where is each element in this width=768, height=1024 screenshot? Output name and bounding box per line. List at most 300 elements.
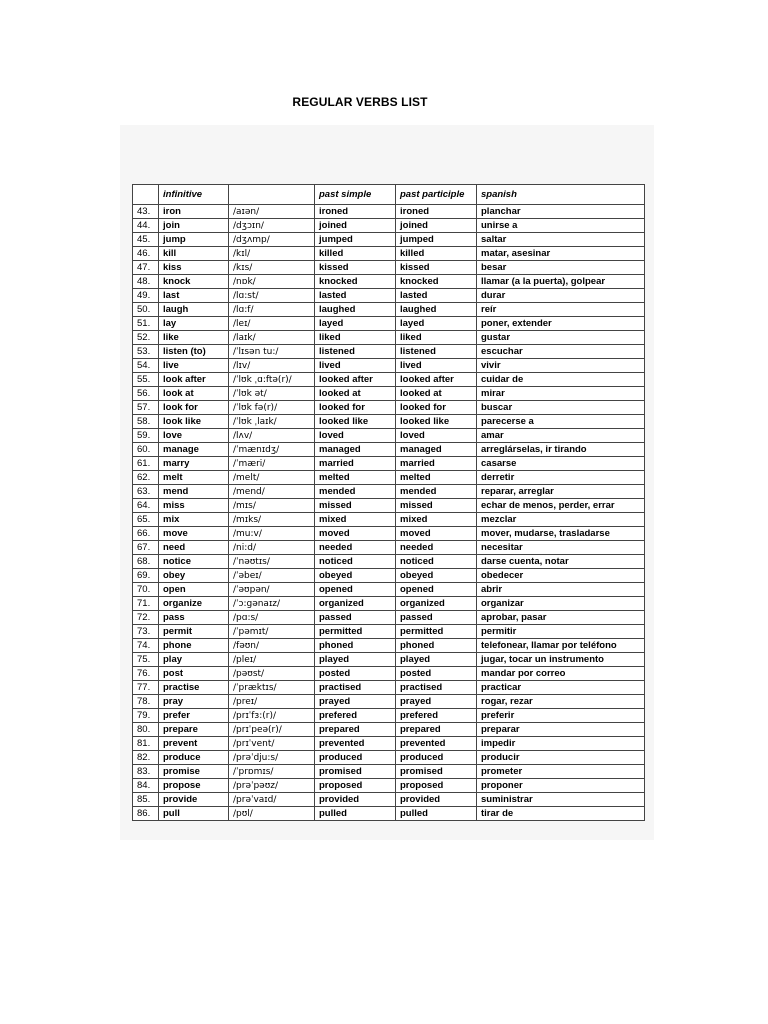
spanish-cell: prometer (477, 765, 645, 779)
past-participle-cell: lived (396, 359, 477, 373)
spanish-cell: gustar (477, 331, 645, 345)
pronunciation-cell: /ˈɔ:gənaɪz/ (229, 597, 315, 611)
table-row (133, 653, 645, 667)
past-simple-cell: jumped (315, 233, 396, 247)
past-simple-cell: melted (315, 471, 396, 485)
infinitive-cell: laugh (159, 303, 229, 317)
row-number: 82. (133, 751, 159, 765)
table-header-row (133, 185, 645, 205)
spanish-cell: producir (477, 751, 645, 765)
spanish-cell: reír (477, 303, 645, 317)
pronunciation-cell: /dʒɔɪn/ (229, 219, 315, 233)
pronunciation-cell: /lʌv/ (229, 429, 315, 443)
table-row (133, 303, 645, 317)
page-title: REGULAR VERBS LIST (292, 95, 428, 109)
infinitive-cell: move (159, 527, 229, 541)
past-participle-cell: mended (396, 485, 477, 499)
pronunciation-cell: /prɪˈvent/ (229, 737, 315, 751)
pronunciation-cell: /ˈmænɪdʒ/ (229, 443, 315, 457)
header-infinitive: infinitive (159, 185, 229, 205)
past-participle-cell: prepared (396, 723, 477, 737)
infinitive-cell: knock (159, 275, 229, 289)
infinitive-cell: mend (159, 485, 229, 499)
spanish-cell: unirse a (477, 219, 645, 233)
infinitive-cell: organize (159, 597, 229, 611)
pronunciation-cell: /prəˈpəʊz/ (229, 779, 315, 793)
infinitive-cell: prepare (159, 723, 229, 737)
pronunciation-cell: /pəʊst/ (229, 667, 315, 681)
past-simple-cell: mended (315, 485, 396, 499)
row-number: 60. (133, 443, 159, 457)
table-row (133, 233, 645, 247)
infinitive-cell: need (159, 541, 229, 555)
pronunciation-cell: /ˈlʊk fə(r)/ (229, 401, 315, 415)
past-participle-cell: organized (396, 597, 477, 611)
table-row (133, 499, 645, 513)
past-participle-cell: looked like (396, 415, 477, 429)
row-number: 59. (133, 429, 159, 443)
table-row (133, 387, 645, 401)
infinitive-cell: iron (159, 205, 229, 219)
table-row (133, 765, 645, 779)
table-row (133, 289, 645, 303)
pronunciation-cell: /ˈpəmɪt/ (229, 625, 315, 639)
row-number: 75. (133, 653, 159, 667)
infinitive-cell: propose (159, 779, 229, 793)
infinitive-cell: pass (159, 611, 229, 625)
table-row (133, 779, 645, 793)
past-simple-cell: missed (315, 499, 396, 513)
infinitive-cell: open (159, 583, 229, 597)
row-number: 50. (133, 303, 159, 317)
infinitive-cell: last (159, 289, 229, 303)
pronunciation-cell: /lɪv/ (229, 359, 315, 373)
spanish-cell: proponer (477, 779, 645, 793)
past-simple-cell: needed (315, 541, 396, 555)
infinitive-cell: manage (159, 443, 229, 457)
spanish-cell: cuidar de (477, 373, 645, 387)
table-row (133, 639, 645, 653)
past-simple-cell: opened (315, 583, 396, 597)
past-simple-cell: lasted (315, 289, 396, 303)
table-row (133, 695, 645, 709)
spanish-cell: mandar por correo (477, 667, 645, 681)
table-row (133, 541, 645, 555)
past-participle-cell: moved (396, 527, 477, 541)
row-number: 46. (133, 247, 159, 261)
infinitive-cell: miss (159, 499, 229, 513)
table-row (133, 723, 645, 737)
infinitive-cell: look for (159, 401, 229, 415)
infinitive-cell: like (159, 331, 229, 345)
infinitive-cell: permit (159, 625, 229, 639)
spanish-cell: permitir (477, 625, 645, 639)
spanish-cell: impedir (477, 737, 645, 751)
pronunciation-cell: /pʊl/ (229, 807, 315, 821)
past-participle-cell: played (396, 653, 477, 667)
header-pronunciation (229, 185, 315, 205)
pronunciation-cell: /ˈpræktɪs/ (229, 681, 315, 695)
spanish-cell: casarse (477, 457, 645, 471)
infinitive-cell: love (159, 429, 229, 443)
infinitive-cell: provide (159, 793, 229, 807)
row-number: 74. (133, 639, 159, 653)
infinitive-cell: produce (159, 751, 229, 765)
spanish-cell: vivir (477, 359, 645, 373)
past-simple-cell: prevented (315, 737, 396, 751)
past-participle-cell: prayed (396, 695, 477, 709)
table-row (133, 331, 645, 345)
table-row (133, 219, 645, 233)
table-row (133, 555, 645, 569)
infinitive-cell: phone (159, 639, 229, 653)
past-participle-cell: opened (396, 583, 477, 597)
infinitive-cell: prevent (159, 737, 229, 751)
past-simple-cell: knocked (315, 275, 396, 289)
pronunciation-cell: /ˈlɪsən tu:/ (229, 345, 315, 359)
past-simple-cell: managed (315, 443, 396, 457)
spanish-cell: practicar (477, 681, 645, 695)
past-participle-cell: looked for (396, 401, 477, 415)
past-simple-cell: joined (315, 219, 396, 233)
pronunciation-cell: /ˈəʊpən/ (229, 583, 315, 597)
past-participle-cell: melted (396, 471, 477, 485)
past-participle-cell: jumped (396, 233, 477, 247)
table-row (133, 681, 645, 695)
header-past-simple: past simple (315, 185, 396, 205)
spanish-cell: besar (477, 261, 645, 275)
infinitive-cell: look like (159, 415, 229, 429)
past-simple-cell: looked for (315, 401, 396, 415)
pronunciation-cell: /lɑ:st/ (229, 289, 315, 303)
infinitive-cell: pull (159, 807, 229, 821)
infinitive-cell: obey (159, 569, 229, 583)
spanish-cell: preferir (477, 709, 645, 723)
spanish-cell: mover, mudarse, trasladarse (477, 527, 645, 541)
row-number: 54. (133, 359, 159, 373)
past-simple-cell: layed (315, 317, 396, 331)
spanish-cell: echar de menos, perder, errar (477, 499, 645, 513)
table-row (133, 429, 645, 443)
pronunciation-cell: /kɪs/ (229, 261, 315, 275)
past-participle-cell: laughed (396, 303, 477, 317)
table-row (133, 247, 645, 261)
infinitive-cell: pray (159, 695, 229, 709)
header-past-participle: past participle (396, 185, 477, 205)
table-row (133, 471, 645, 485)
past-participle-cell: knocked (396, 275, 477, 289)
row-number: 81. (133, 737, 159, 751)
table-row (133, 317, 645, 331)
table-row (133, 625, 645, 639)
past-participle-cell: joined (396, 219, 477, 233)
row-number: 83. (133, 765, 159, 779)
spanish-cell: abrir (477, 583, 645, 597)
spanish-cell: obedecer (477, 569, 645, 583)
past-participle-cell: killed (396, 247, 477, 261)
spanish-cell: matar, asesinar (477, 247, 645, 261)
spanish-cell: parecerse a (477, 415, 645, 429)
past-participle-cell: proposed (396, 779, 477, 793)
row-number: 49. (133, 289, 159, 303)
row-number: 70. (133, 583, 159, 597)
past-simple-cell: promised (315, 765, 396, 779)
pronunciation-cell: /kɪl/ (229, 247, 315, 261)
pronunciation-cell: /nɒk/ (229, 275, 315, 289)
past-participle-cell: noticed (396, 555, 477, 569)
past-simple-cell: liked (315, 331, 396, 345)
table-row (133, 373, 645, 387)
infinitive-cell: jump (159, 233, 229, 247)
pronunciation-cell: /fəʊn/ (229, 639, 315, 653)
row-number: 43. (133, 205, 159, 219)
spanish-cell: darse cuenta, notar (477, 555, 645, 569)
past-simple-cell: lived (315, 359, 396, 373)
pronunciation-cell: /dʒʌmp/ (229, 233, 315, 247)
row-number: 72. (133, 611, 159, 625)
past-participle-cell: managed (396, 443, 477, 457)
verbs-table (132, 184, 645, 821)
past-participle-cell: prevented (396, 737, 477, 751)
past-simple-cell: practised (315, 681, 396, 695)
past-simple-cell: posted (315, 667, 396, 681)
row-number: 76. (133, 667, 159, 681)
pronunciation-cell: /melt/ (229, 471, 315, 485)
table-row (133, 261, 645, 275)
spanish-cell: telefonear, llamar por teléfono (477, 639, 645, 653)
spanish-cell: planchar (477, 205, 645, 219)
infinitive-cell: melt (159, 471, 229, 485)
row-number: 66. (133, 527, 159, 541)
pronunciation-cell: /pleɪ/ (229, 653, 315, 667)
past-participle-cell: needed (396, 541, 477, 555)
past-participle-cell: looked at (396, 387, 477, 401)
table-row (133, 527, 645, 541)
row-number: 55. (133, 373, 159, 387)
pronunciation-cell: /prɪˈfɜ:(r)/ (229, 709, 315, 723)
past-simple-cell: played (315, 653, 396, 667)
pronunciation-cell: /pɑ:s/ (229, 611, 315, 625)
infinitive-cell: post (159, 667, 229, 681)
row-number: 64. (133, 499, 159, 513)
pronunciation-cell: /ˈlʊk ət/ (229, 387, 315, 401)
header-spanish: spanish (477, 185, 645, 205)
row-number: 78. (133, 695, 159, 709)
past-participle-cell: layed (396, 317, 477, 331)
row-number: 57. (133, 401, 159, 415)
spanish-cell: suministrar (477, 793, 645, 807)
row-number: 73. (133, 625, 159, 639)
row-number: 69. (133, 569, 159, 583)
row-number: 84. (133, 779, 159, 793)
row-number: 52. (133, 331, 159, 345)
pronunciation-cell: /lɑ:f/ (229, 303, 315, 317)
row-number: 61. (133, 457, 159, 471)
row-number: 53. (133, 345, 159, 359)
past-participle-cell: permitted (396, 625, 477, 639)
spanish-cell: mezclar (477, 513, 645, 527)
pronunciation-cell: /prɪˈpeə(r)/ (229, 723, 315, 737)
infinitive-cell: kiss (159, 261, 229, 275)
spanish-cell: llamar (a la puerta), golpear (477, 275, 645, 289)
table-row (133, 443, 645, 457)
past-simple-cell: kissed (315, 261, 396, 275)
spanish-cell: escuchar (477, 345, 645, 359)
table-row (133, 597, 645, 611)
pronunciation-cell: /mɪs/ (229, 499, 315, 513)
spanish-cell: derretir (477, 471, 645, 485)
pronunciation-cell: /leɪ/ (229, 317, 315, 331)
pronunciation-cell: /mu:v/ (229, 527, 315, 541)
pronunciation-cell: /preɪ/ (229, 695, 315, 709)
spanish-cell: tirar de (477, 807, 645, 821)
table-row (133, 569, 645, 583)
spanish-cell: saltar (477, 233, 645, 247)
infinitive-cell: lay (159, 317, 229, 331)
past-participle-cell: married (396, 457, 477, 471)
table-row (133, 359, 645, 373)
table-row (133, 345, 645, 359)
row-number: 65. (133, 513, 159, 527)
table-row (133, 513, 645, 527)
infinitive-cell: live (159, 359, 229, 373)
row-number: 77. (133, 681, 159, 695)
pronunciation-cell: /ni:d/ (229, 541, 315, 555)
past-simple-cell: laughed (315, 303, 396, 317)
past-simple-cell: looked after (315, 373, 396, 387)
past-participle-cell: posted (396, 667, 477, 681)
table-row (133, 415, 645, 429)
pronunciation-cell: /ˈnəʊtɪs/ (229, 555, 315, 569)
pronunciation-cell: /mɪks/ (229, 513, 315, 527)
past-simple-cell: permitted (315, 625, 396, 639)
table-row (133, 709, 645, 723)
infinitive-cell: kill (159, 247, 229, 261)
past-simple-cell: looked at (315, 387, 396, 401)
pronunciation-cell: /ˈmæri/ (229, 457, 315, 471)
row-number: 80. (133, 723, 159, 737)
spanish-cell: necesitar (477, 541, 645, 555)
spanish-cell: organizar (477, 597, 645, 611)
past-participle-cell: listened (396, 345, 477, 359)
past-participle-cell: prefered (396, 709, 477, 723)
past-participle-cell: produced (396, 751, 477, 765)
past-participle-cell: promised (396, 765, 477, 779)
pronunciation-cell: /laɪk/ (229, 331, 315, 345)
past-simple-cell: married (315, 457, 396, 471)
past-participle-cell: passed (396, 611, 477, 625)
past-simple-cell: prefered (315, 709, 396, 723)
table-row (133, 667, 645, 681)
infinitive-cell: look after (159, 373, 229, 387)
spanish-cell: buscar (477, 401, 645, 415)
row-number: 47. (133, 261, 159, 275)
table-row (133, 485, 645, 499)
past-participle-cell: pulled (396, 807, 477, 821)
past-participle-cell: liked (396, 331, 477, 345)
row-number: 86. (133, 807, 159, 821)
spanish-cell: reparar, arreglar (477, 485, 645, 499)
row-number: 48. (133, 275, 159, 289)
past-simple-cell: moved (315, 527, 396, 541)
past-simple-cell: ironed (315, 205, 396, 219)
past-simple-cell: provided (315, 793, 396, 807)
infinitive-cell: promise (159, 765, 229, 779)
infinitive-cell: look at (159, 387, 229, 401)
table-row (133, 457, 645, 471)
row-number: 45. (133, 233, 159, 247)
spanish-cell: aprobar, pasar (477, 611, 645, 625)
past-simple-cell: mixed (315, 513, 396, 527)
infinitive-cell: notice (159, 555, 229, 569)
infinitive-cell: prefer (159, 709, 229, 723)
infinitive-cell: marry (159, 457, 229, 471)
pronunciation-cell: /ˈprɒmɪs/ (229, 765, 315, 779)
past-participle-cell: lasted (396, 289, 477, 303)
row-number: 85. (133, 793, 159, 807)
row-number: 79. (133, 709, 159, 723)
past-simple-cell: phoned (315, 639, 396, 653)
past-participle-cell: kissed (396, 261, 477, 275)
past-participle-cell: obeyed (396, 569, 477, 583)
past-participle-cell: practised (396, 681, 477, 695)
past-participle-cell: mixed (396, 513, 477, 527)
past-participle-cell: loved (396, 429, 477, 443)
infinitive-cell: mix (159, 513, 229, 527)
pronunciation-cell: /ˈəbeɪ/ (229, 569, 315, 583)
spanish-cell: arreglárselas, ir tirando (477, 443, 645, 457)
table-row (133, 751, 645, 765)
header-number (133, 185, 159, 205)
row-number: 63. (133, 485, 159, 499)
past-simple-cell: prayed (315, 695, 396, 709)
infinitive-cell: play (159, 653, 229, 667)
pronunciation-cell: /ˈlʊk ˌɑ:ftə(r)/ (229, 373, 315, 387)
past-participle-cell: provided (396, 793, 477, 807)
past-simple-cell: listened (315, 345, 396, 359)
spanish-cell: preparar (477, 723, 645, 737)
past-participle-cell: phoned (396, 639, 477, 653)
past-simple-cell: looked like (315, 415, 396, 429)
row-number: 56. (133, 387, 159, 401)
table-row (133, 611, 645, 625)
table-row (133, 205, 645, 219)
pronunciation-cell: /aɪən/ (229, 205, 315, 219)
infinitive-cell: join (159, 219, 229, 233)
past-simple-cell: pulled (315, 807, 396, 821)
past-participle-cell: looked after (396, 373, 477, 387)
row-number: 62. (133, 471, 159, 485)
row-number: 58. (133, 415, 159, 429)
pronunciation-cell: /ˈlʊk ˌlaɪk/ (229, 415, 315, 429)
row-number: 71. (133, 597, 159, 611)
row-number: 44. (133, 219, 159, 233)
past-participle-cell: ironed (396, 205, 477, 219)
past-simple-cell: prepared (315, 723, 396, 737)
past-simple-cell: passed (315, 611, 396, 625)
spanish-cell: jugar, tocar un instrumento (477, 653, 645, 667)
row-number: 67. (133, 541, 159, 555)
past-participle-cell: missed (396, 499, 477, 513)
spanish-cell: durar (477, 289, 645, 303)
spanish-cell: rogar, rezar (477, 695, 645, 709)
pronunciation-cell: /prəˈvaɪd/ (229, 793, 315, 807)
past-simple-cell: killed (315, 247, 396, 261)
infinitive-cell: practise (159, 681, 229, 695)
spanish-cell: mirar (477, 387, 645, 401)
spanish-cell: poner, extender (477, 317, 645, 331)
row-number: 51. (133, 317, 159, 331)
